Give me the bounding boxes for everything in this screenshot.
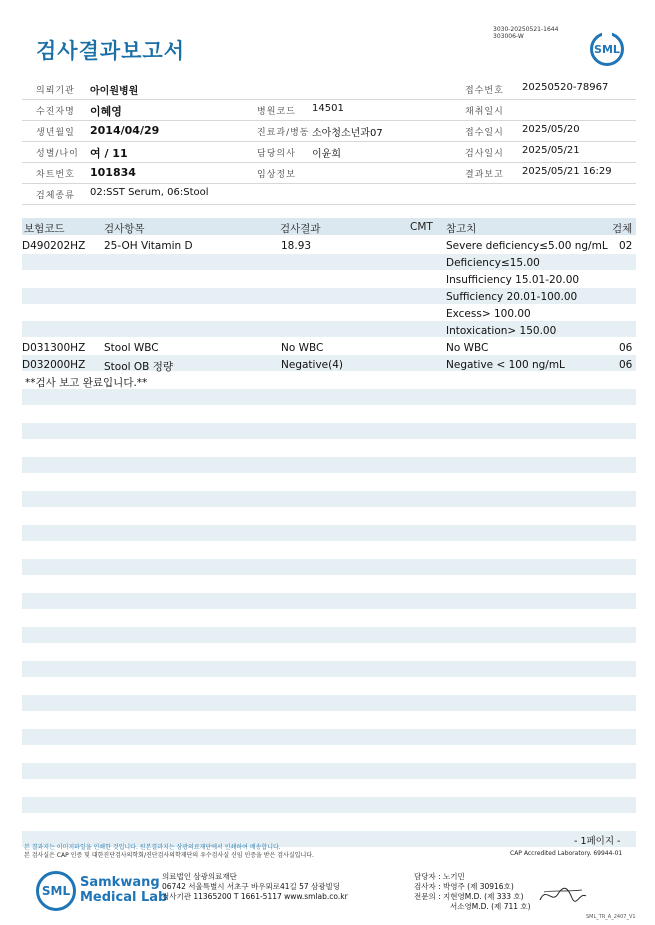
examiner-label: 검사자 : — [414, 882, 441, 891]
staff-info — [414, 872, 531, 912]
row-code: D032000HZ — [22, 359, 86, 371]
dept-value: 소아청소년과07 — [312, 128, 383, 139]
document-id-line2: 303006-W — [493, 33, 524, 40]
patient-label: 수진자명 — [36, 107, 75, 117]
table-stripe — [22, 491, 636, 507]
specimen-label: 검체종류 — [36, 191, 75, 201]
receipt-no-label: 접수번호 — [465, 86, 504, 96]
row-ref: Negative < 100 ng/mL — [446, 359, 565, 371]
clinical-label: 임상정보 — [257, 170, 296, 180]
table-stripe — [22, 729, 636, 745]
hospital-code-value: 14501 — [312, 103, 344, 114]
table-stripe — [22, 763, 636, 779]
report-complete-note: **검사 보고 완료입니다.** — [25, 377, 148, 389]
specialist2-value: 서소영M.D. (제 711 호) — [450, 902, 531, 911]
info-row-chart — [22, 163, 636, 184]
brand-name — [80, 875, 167, 905]
page-title: 검사결과보고서 — [36, 39, 186, 63]
requester-label: 의뢰기관 — [36, 86, 75, 96]
row-ref: Severe deficiency≤5.00 ng/mL — [446, 240, 608, 252]
results-table-header — [22, 218, 636, 235]
sml-logo-icon: SML — [36, 871, 76, 911]
specialist-label: 전문의 : — [414, 892, 441, 901]
receipt-date-label: 접수일시 — [465, 128, 504, 138]
table-stripe — [22, 423, 636, 439]
table-stripe — [22, 559, 636, 575]
specialist1-value: 지현영M.D. (제 333 호) — [443, 892, 524, 901]
row-specimen: 06 — [619, 342, 633, 354]
row-specimen: 02 — [619, 240, 633, 252]
form-code: SML_TR_A_2407_V1 — [586, 914, 636, 920]
org-name: 의료법인 삼광의료재단 — [162, 872, 237, 881]
doctor-value: 이윤희 — [312, 149, 341, 160]
dept-label: 진료과/병동 — [257, 128, 310, 138]
table-stripe — [22, 457, 636, 473]
page-number: - 1페이지 - — [574, 836, 621, 847]
table-stripe — [22, 389, 636, 405]
notice-image: 본 결과지는 이미지파일을 인쇄한 것입니다. 원본결과지는 삼광의료재단에서 인쇄하여 배송합니다. — [24, 844, 281, 851]
row-result: 18.93 — [281, 240, 312, 252]
doctor-label: 담당의사 — [257, 149, 296, 159]
org-info — [162, 872, 348, 902]
table-stripe — [22, 627, 636, 643]
sml-logo-icon: SML — [590, 32, 624, 66]
sex-age-value: 여 / 11 — [90, 147, 128, 160]
receipt-no-value: 20250520-78967 — [522, 82, 609, 93]
requester-value: 아이원병원 — [90, 86, 139, 97]
row-code: D031300HZ — [22, 342, 86, 354]
document-id — [493, 26, 558, 40]
table-stripe — [22, 593, 636, 609]
notice-cap: 본 검사실은 CAP 인증 및 대한진단검사의학회/진단검사의학재단의 우수검사실 신임 인증을 받은 검사실입니다. — [24, 852, 314, 859]
header-cmt: CMT — [410, 221, 433, 233]
row-specimen: 06 — [619, 359, 633, 371]
table-stripe — [22, 254, 636, 270]
info-row-patient — [22, 100, 636, 121]
signature-image — [536, 882, 588, 908]
row-ref: Excess> 100.00 — [446, 308, 531, 320]
birth-label: 생년월일 — [36, 128, 75, 138]
hospital-code-label: 병원코드 — [257, 107, 296, 117]
header-code: 보험코드 — [24, 223, 65, 235]
row-ref: Intoxication> 150.00 — [446, 325, 557, 337]
row-ref: Deficiency≤15.00 — [446, 257, 540, 269]
info-row-sex-age — [22, 142, 636, 163]
row-ref: No WBC — [446, 342, 489, 354]
test-date-label: 검사일시 — [465, 149, 504, 159]
report-date-label: 결과보고 — [465, 170, 504, 180]
row-item: Stool WBC — [104, 342, 159, 354]
header-item: 검사항목 — [104, 223, 145, 235]
row-ref: Insufficiency 15.01-20.00 — [446, 274, 580, 286]
row-result: Negative(4) — [281, 359, 343, 371]
specimen-value: 02:SST Serum, 06:Stool — [90, 187, 209, 198]
table-stripe — [22, 661, 636, 677]
info-row-birth — [22, 121, 636, 142]
chart-no-label: 차트번호 — [36, 170, 75, 180]
table-stripe — [22, 525, 636, 541]
org-contact: 검사기관 11365200 T 1661-5117 www.smlab.co.kr — [162, 892, 348, 901]
row-item: 25-OH Vitamin D — [104, 240, 193, 252]
brand-line2: Medical Lab — [80, 890, 168, 905]
test-date-value: 2025/05/21 — [522, 145, 580, 156]
collect-date-label: 채취일시 — [465, 107, 504, 117]
sex-age-label: 성별/나이 — [36, 149, 79, 159]
examiner-value: 박영주 (제 30916호) — [443, 882, 514, 891]
birth-value: 2014/04/29 — [90, 124, 160, 137]
row-item: Stool OB 정량 — [104, 361, 173, 373]
row-result: No WBC — [281, 342, 324, 354]
table-stripe — [22, 695, 636, 711]
chart-no-value: 101834 — [90, 166, 136, 179]
info-row-specimen — [22, 184, 636, 205]
receipt-date-value: 2025/05/20 — [522, 124, 580, 135]
row-code: D490202HZ — [22, 240, 86, 252]
table-stripe — [22, 797, 636, 813]
org-address: 06742 서울특별시 서초구 바우뫼로41길 57 삼광빌딩 — [162, 882, 341, 891]
cap-accreditation: CAP Accredited Laboratory. 69944-01 — [510, 850, 623, 857]
staff-value: 노기민 — [443, 872, 465, 881]
report-date-value: 2025/05/21 16:29 — [522, 166, 612, 177]
header-result: 검사결과 — [280, 223, 321, 235]
header-specimen: 검체 — [612, 223, 633, 235]
info-row-requester — [22, 79, 636, 100]
brand-line1: Samkwang — [80, 875, 160, 890]
header-ref: 참고치 — [446, 223, 477, 235]
patient-value: 이혜영 — [90, 105, 122, 118]
staff-label: 담당자 : — [414, 872, 441, 881]
row-ref: Sufficiency 20.01-100.00 — [446, 291, 578, 303]
document-id-line1: 3030-20250521-1644 — [493, 26, 559, 33]
